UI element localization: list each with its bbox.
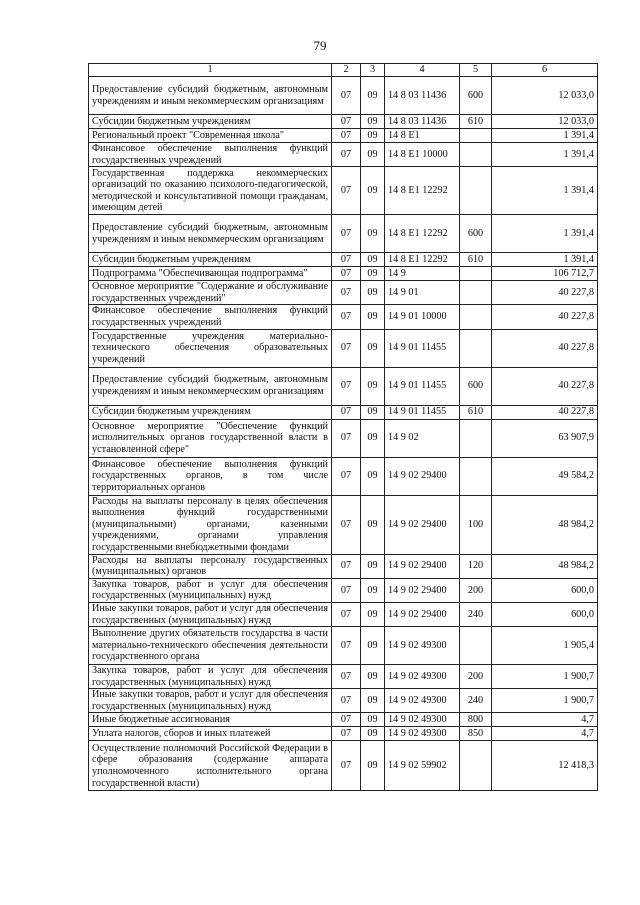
table-row (89, 727, 598, 741)
row-section-cell: 07 (332, 602, 361, 626)
row-expense-type-cell: 100 (460, 495, 492, 554)
row-subsection-cell: 09 (361, 602, 385, 626)
row-subsection-cell: 09 (361, 741, 385, 791)
row-subsection-cell: 09 (361, 627, 385, 665)
header-cell: 4 (385, 64, 460, 77)
row-amount-cell: 106 712,7 (492, 267, 598, 281)
row-name-cell: Основное мероприятие "Обеспечение функций исполнительных органов государственной власти в установленной сфере" (89, 419, 332, 457)
row-section-cell: 07 (332, 419, 361, 457)
row-name-cell: Подпрограмма "Обеспечивающая подпрограмма" (89, 267, 332, 281)
row-target-code-cell: 14 9 02 49300 (385, 627, 460, 665)
header-cell: 6 (492, 64, 598, 77)
row-subsection-cell: 09 (361, 495, 385, 554)
table-row (89, 713, 598, 727)
row-section-cell: 07 (332, 457, 361, 495)
row-section-cell: 07 (332, 665, 361, 689)
row-target-code-cell: 14 8 E1 12292 (385, 253, 460, 267)
row-expense-type-cell: 240 (460, 602, 492, 626)
row-name-cell: Иные бюджетные ассигнования (89, 713, 332, 727)
table-row (89, 741, 598, 791)
row-name-cell: Субсидии бюджетным учреждениям (89, 253, 332, 267)
row-name-cell: Предоставление субсидий бюджетным, автономным учреждениям и иным некоммерческим организациям (89, 215, 332, 253)
row-subsection-cell: 09 (361, 689, 385, 713)
row-expense-type-cell (460, 305, 492, 329)
row-expense-type-cell (460, 267, 492, 281)
row-target-code-cell: 14 8 03 11436 (385, 77, 460, 115)
row-name-cell: Основное мероприятие "Содержание и обслуживание государственных учреждений" (89, 281, 332, 305)
row-subsection-cell: 09 (361, 367, 385, 405)
row-section-cell: 07 (332, 578, 361, 602)
row-name-cell: Иные закупки товаров, работ и услуг для обеспечения государственных (муниципальных) нужд (89, 689, 332, 713)
table-row (89, 253, 598, 267)
row-target-code-cell: 14 9 02 49300 (385, 727, 460, 741)
row-amount-cell: 4,7 (492, 713, 598, 727)
row-amount-cell: 4,7 (492, 727, 598, 741)
row-target-code-cell: 14 8 E1 12292 (385, 167, 460, 215)
table-header-row (89, 64, 598, 77)
row-name-cell: Осуществление полномочий Российской Федерации в сфере образования (содержание аппарата уполномоченного исполнительного органа государственной власти) (89, 741, 332, 791)
row-amount-cell: 12 033,0 (492, 115, 598, 129)
row-subsection-cell: 09 (361, 167, 385, 215)
row-subsection-cell: 09 (361, 578, 385, 602)
row-name-cell: Государственная поддержка некоммерческих организаций по оказанию психолого-педагогической, методической и консультативной помощи гражданам, имеющим детей (89, 167, 332, 215)
row-amount-cell: 48 984,2 (492, 554, 598, 578)
row-name-cell: Предоставление субсидий бюджетным, автономным учреждениям и иным некоммерческим организациям (89, 367, 332, 405)
row-name-cell: Финансовое обеспечение выполнения функций государственных органов, в том числе территориальных органов (89, 457, 332, 495)
row-subsection-cell: 09 (361, 457, 385, 495)
row-target-code-cell: 14 9 02 49300 (385, 713, 460, 727)
row-expense-type-cell: 610 (460, 115, 492, 129)
row-subsection-cell: 09 (361, 215, 385, 253)
row-name-cell: Выполнение других обязательств государства в части материально-технического обеспечения деятельности государственного органа (89, 627, 332, 665)
row-name-cell: Государственные учреждения материально-технического обеспечения образовательных учреждений (89, 329, 332, 367)
row-amount-cell: 40 227,8 (492, 281, 598, 305)
row-amount-cell: 1 905,4 (492, 627, 598, 665)
row-expense-type-cell: 610 (460, 405, 492, 419)
row-expense-type-cell: 600 (460, 215, 492, 253)
row-target-code-cell: 14 9 01 10000 (385, 305, 460, 329)
table-row (89, 689, 598, 713)
table-row (89, 627, 598, 665)
row-section-cell: 07 (332, 495, 361, 554)
row-subsection-cell: 09 (361, 554, 385, 578)
row-expense-type-cell: 120 (460, 554, 492, 578)
row-subsection-cell: 09 (361, 405, 385, 419)
row-target-code-cell: 14 8 03 11436 (385, 115, 460, 129)
table-row (89, 457, 598, 495)
row-amount-cell: 49 584,2 (492, 457, 598, 495)
row-section-cell: 07 (332, 281, 361, 305)
row-name-cell: Уплата налогов, сборов и иных платежей (89, 727, 332, 741)
budget-table-body (89, 64, 598, 791)
row-name-cell: Закупка товаров, работ и услуг для обеспечения государственных (муниципальных) нужд (89, 578, 332, 602)
row-expense-type-cell (460, 129, 492, 143)
row-name-cell: Субсидии бюджетным учреждениям (89, 405, 332, 419)
row-section-cell: 07 (332, 305, 361, 329)
row-name-cell: Расходы на выплаты персоналу в целях обеспечения выполнения функций государственными (муниципальными) органами, казенными учреждениями, органами управления государственными внебюджетными фондами (89, 495, 332, 554)
row-section-cell: 07 (332, 115, 361, 129)
row-amount-cell: 48 984,2 (492, 495, 598, 554)
row-expense-type-cell (460, 419, 492, 457)
row-subsection-cell: 09 (361, 115, 385, 129)
table-row (89, 305, 598, 329)
row-section-cell: 07 (332, 405, 361, 419)
table-row (89, 367, 598, 405)
row-amount-cell: 600,0 (492, 602, 598, 626)
row-amount-cell: 1 900,7 (492, 665, 598, 689)
row-target-code-cell: 14 9 01 11455 (385, 329, 460, 367)
table-row (89, 578, 598, 602)
row-target-code-cell: 14 9 (385, 267, 460, 281)
row-expense-type-cell (460, 627, 492, 665)
row-name-cell: Региональный проект "Современная школа" (89, 129, 332, 143)
table-row (89, 267, 598, 281)
table-row (89, 281, 598, 305)
row-target-code-cell: 14 9 01 11455 (385, 405, 460, 419)
row-target-code-cell: 14 9 02 29400 (385, 602, 460, 626)
header-cell: 5 (460, 64, 492, 77)
row-target-code-cell: 14 8 E1 10000 (385, 143, 460, 167)
table-row (89, 602, 598, 626)
row-section-cell: 07 (332, 727, 361, 741)
budget-table (88, 63, 598, 791)
row-section-cell: 07 (332, 253, 361, 267)
table-row (89, 215, 598, 253)
row-amount-cell: 1 391,4 (492, 167, 598, 215)
row-expense-type-cell: 850 (460, 727, 492, 741)
row-subsection-cell: 09 (361, 419, 385, 457)
header-cell: 1 (89, 64, 332, 77)
row-amount-cell: 40 227,8 (492, 329, 598, 367)
row-section-cell: 07 (332, 741, 361, 791)
row-amount-cell: 1 391,4 (492, 253, 598, 267)
row-amount-cell: 1 900,7 (492, 689, 598, 713)
row-subsection-cell: 09 (361, 713, 385, 727)
row-name-cell: Финансовое обеспечение выполнения функций государственных учреждений (89, 143, 332, 167)
row-target-code-cell: 14 9 01 11455 (385, 367, 460, 405)
row-name-cell: Финансовое обеспечение выполнения функций государственных учреждений (89, 305, 332, 329)
row-target-code-cell: 14 9 01 (385, 281, 460, 305)
row-expense-type-cell: 200 (460, 665, 492, 689)
row-section-cell: 07 (332, 143, 361, 167)
row-section-cell: 07 (332, 167, 361, 215)
row-subsection-cell: 09 (361, 727, 385, 741)
row-subsection-cell: 09 (361, 143, 385, 167)
row-target-code-cell: 14 8 E1 (385, 129, 460, 143)
row-amount-cell: 63 907,9 (492, 419, 598, 457)
row-subsection-cell: 09 (361, 665, 385, 689)
row-expense-type-cell (460, 741, 492, 791)
row-amount-cell: 40 227,8 (492, 367, 598, 405)
row-name-cell: Расходы на выплаты персоналу государственных (муниципальных) органов (89, 554, 332, 578)
row-section-cell: 07 (332, 367, 361, 405)
row-section-cell: 07 (332, 215, 361, 253)
table-row (89, 129, 598, 143)
row-amount-cell: 12 418,3 (492, 741, 598, 791)
row-target-code-cell: 14 9 02 (385, 419, 460, 457)
row-section-cell: 07 (332, 554, 361, 578)
row-section-cell: 07 (332, 713, 361, 727)
row-subsection-cell: 09 (361, 253, 385, 267)
table-row (89, 405, 598, 419)
row-section-cell: 07 (332, 627, 361, 665)
row-amount-cell: 1 391,4 (492, 129, 598, 143)
row-amount-cell: 1 391,4 (492, 215, 598, 253)
row-expense-type-cell: 600 (460, 367, 492, 405)
row-name-cell: Закупка товаров, работ и услуг для обеспечения государственных (муниципальных) нужд (89, 665, 332, 689)
row-target-code-cell: 14 9 02 29400 (385, 457, 460, 495)
row-subsection-cell: 09 (361, 329, 385, 367)
row-subsection-cell: 09 (361, 77, 385, 115)
row-expense-type-cell (460, 281, 492, 305)
row-target-code-cell: 14 9 02 29400 (385, 578, 460, 602)
table-row (89, 167, 598, 215)
row-name-cell: Иные закупки товаров, работ и услуг для обеспечения государственных (муниципальных) нужд (89, 602, 332, 626)
row-amount-cell: 600,0 (492, 578, 598, 602)
row-section-cell: 07 (332, 329, 361, 367)
row-target-code-cell: 14 9 02 29400 (385, 554, 460, 578)
header-cell: 2 (332, 64, 361, 77)
row-expense-type-cell (460, 457, 492, 495)
row-expense-type-cell: 200 (460, 578, 492, 602)
row-section-cell: 07 (332, 129, 361, 143)
row-expense-type-cell (460, 167, 492, 215)
row-target-code-cell: 14 9 02 59902 (385, 741, 460, 791)
row-amount-cell: 40 227,8 (492, 405, 598, 419)
table-row (89, 329, 598, 367)
row-target-code-cell: 14 8 E1 12292 (385, 215, 460, 253)
row-expense-type-cell (460, 143, 492, 167)
row-expense-type-cell: 610 (460, 253, 492, 267)
table-row (89, 115, 598, 129)
table-row (89, 665, 598, 689)
table-row (89, 77, 598, 115)
row-expense-type-cell: 600 (460, 77, 492, 115)
row-amount-cell: 12 033,0 (492, 77, 598, 115)
row-section-cell: 07 (332, 77, 361, 115)
row-subsection-cell: 09 (361, 305, 385, 329)
row-subsection-cell: 09 (361, 281, 385, 305)
row-section-cell: 07 (332, 689, 361, 713)
row-amount-cell: 1 391,4 (492, 143, 598, 167)
row-amount-cell: 40 227,8 (492, 305, 598, 329)
row-name-cell: Субсидии бюджетным учреждениям (89, 115, 332, 129)
row-target-code-cell: 14 9 02 49300 (385, 665, 460, 689)
table-row (89, 495, 598, 554)
header-cell: 3 (361, 64, 385, 77)
row-target-code-cell: 14 9 02 29400 (385, 495, 460, 554)
table-row (89, 143, 598, 167)
page-number: 79 (313, 38, 327, 53)
row-expense-type-cell: 240 (460, 689, 492, 713)
row-subsection-cell: 09 (361, 129, 385, 143)
row-name-cell: Предоставление субсидий бюджетным, автономным учреждениям и иным некоммерческим организациям (89, 77, 332, 115)
row-target-code-cell: 14 9 02 49300 (385, 689, 460, 713)
table-row (89, 554, 598, 578)
row-expense-type-cell (460, 329, 492, 367)
row-section-cell: 07 (332, 267, 361, 281)
row-expense-type-cell: 800 (460, 713, 492, 727)
table-row (89, 419, 598, 457)
row-subsection-cell: 09 (361, 267, 385, 281)
